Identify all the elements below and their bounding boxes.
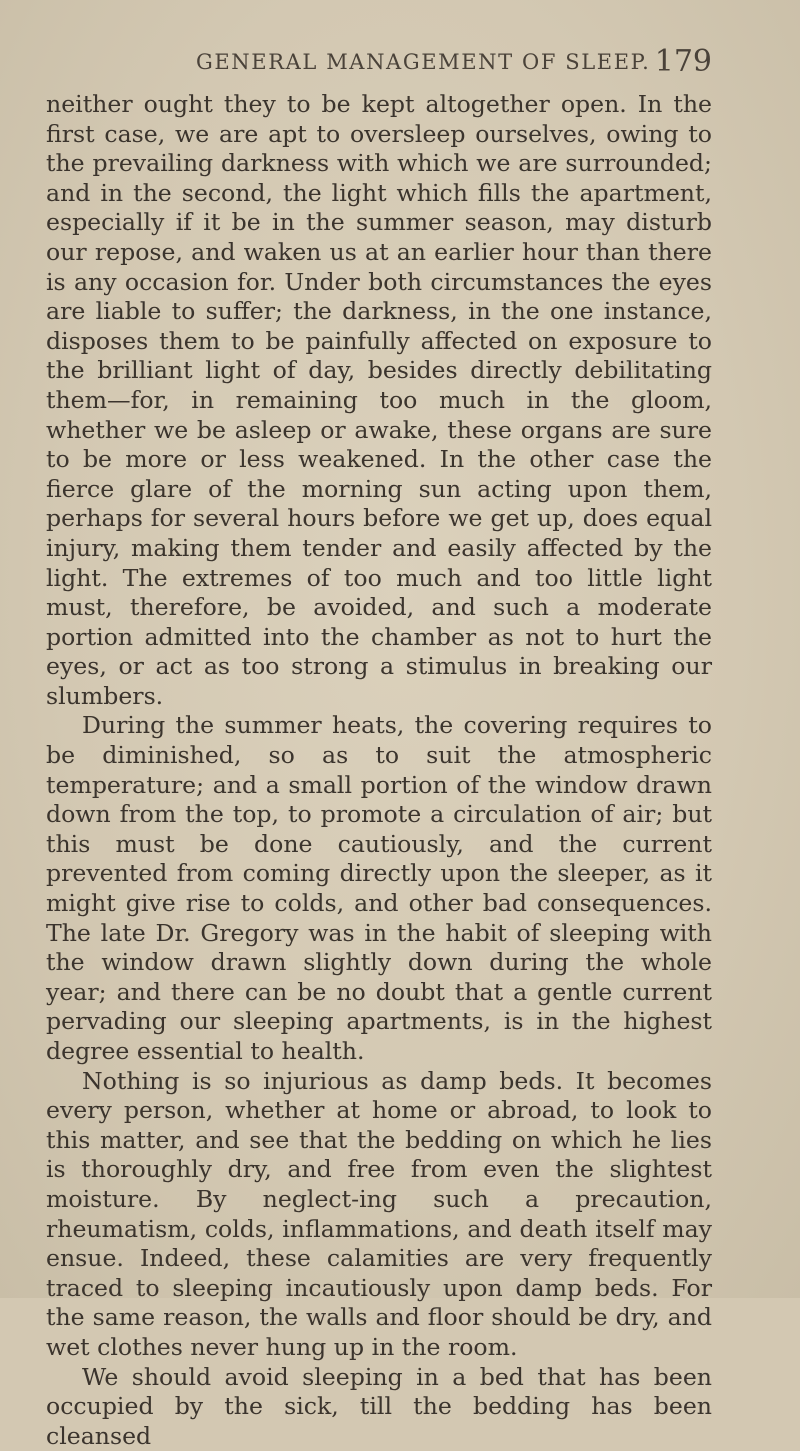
page-header: [46, 44, 712, 84]
page-number: 179: [654, 44, 712, 79]
body-text: [46, 90, 712, 1451]
paragraph-darkness-light: neither ought they to be kept altogether open. In the first case, we are apt to oversleep ourselves, owing to the prevailing darkness with which we are surrounded; and in the second, the light which fills the apartment, especially if it be in the summer season, may disturb our repose, and waken us at an earlier hour than there is any occasion for. Under both circumstances the eyes are liable to suffer; the darkness, in the one instance, disposes them to be painfully affected on exposure to the brilliant light of day, besides directly debilitating them—for, in remaining too much in the gloom, whether we be asleep or awake, these organs are sure to be more or less weakened. In the other case the fierce glare of the morning sun acting upon them, perhaps for several hours before we get up, does equal injury, making them tender and easily affected by the light. The extremes of too much and too little light must, therefore, be avoided, and such a moderate portion admitted into the chamber as not to hurt the eyes, or act as too strong a stimulus in breaking our slumbers.: [46, 90, 712, 710]
paragraph-sick-bed: We should avoid sleeping in a bed that has been occupied by the sick, till the bedding has been cleansed: [46, 1362, 712, 1450]
paragraph-summer-heats: During the summer heats, the covering requires to be diminished, so as to suit the atmospheric temperature; and a small portion of the window drawn down from the top, to promote a circulation of air; but this must be done cautiously, and the current prevented from coming directly upon the sleeper, as it might give rise to colds, and other bad consequences. The late Dr. Gregory was in the habit of sleeping with the window drawn slightly down during the whole year; and there can be no doubt that a gentle current pervading our sleeping apartments, is in the highest degree essential to health.: [46, 711, 712, 1065]
running-head: GENERAL MANAGEMENT OF SLEEP.: [196, 50, 651, 74]
paragraph-damp-beds: Nothing is so injurious as damp beds. It becomes every person, whether at home or abroad, to look to this matter, and see that the bedding on which he lies is thoroughly dry, and free from even the slightest moisture. By neglect-ing such a precaution, rheumatism, colds, inflammations, and death itself may ensue. Indeed, these calamities are very frequently traced to sleeping incautiously upon damp beds. For the same reason, the walls and floor should be dry, and wet clothes never hung up in the room.: [46, 1066, 712, 1361]
